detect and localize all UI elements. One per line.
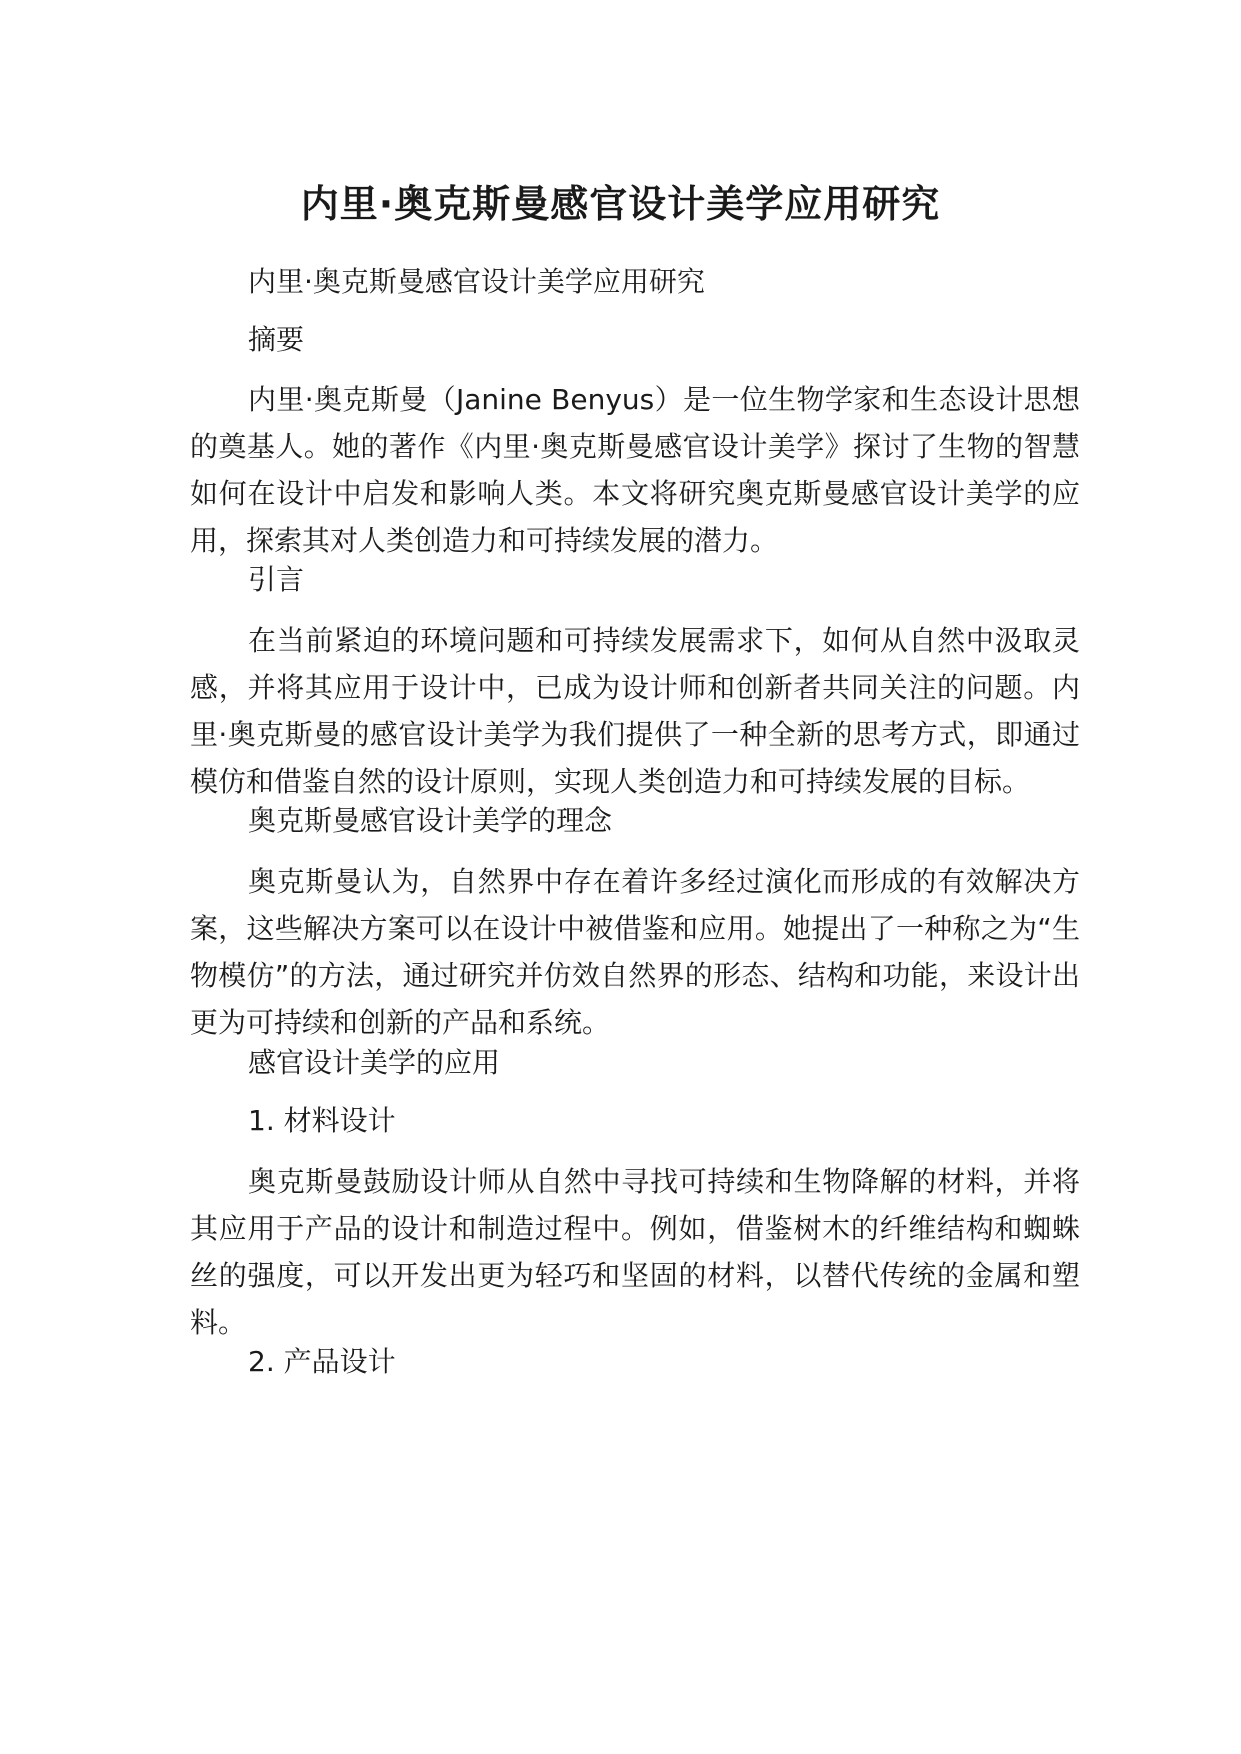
document-title: 内里·奥克斯曼感官设计美学应用研究 (300, 182, 941, 226)
intro-paragraph: 在当前紧迫的环境问题和可持续发展需求下，如何从自然中汲取灵感，并将其应用于设计中，已成为设计师和创新者共同关注的问题。内里·奥克斯曼的感官设计美学为我们提供了一种全新的思考方式，即通过模仿和借鉴自然的设计原则，实现人类创造力和可持续发展的目标。 (190, 624, 1080, 798)
concept-heading: 奥克斯曼感官设计美学的理念 (248, 804, 613, 837)
material-heading: 1. 材料设计 (248, 1104, 396, 1137)
concept-paragraph: 奥克斯曼认为，自然界中存在着许多经过演化而形成的有效解决方案，这些解决方案可以在设计中被借鉴和应用。她提出了一种称之为“生物模仿”的方法，通过研究并仿效自然界的形态、结构和功能，来设计出更为可持续和创新的产品和系统。 (190, 865, 1080, 1039)
application-heading: 感官设计美学的应用 (248, 1046, 501, 1079)
product-heading: 2. 产品设计 (248, 1345, 396, 1378)
intro-heading: 引言 (248, 563, 305, 596)
subtitle: 内里·奥克斯曼感官设计美学应用研究 (248, 265, 705, 298)
abstract-paragraph: 内里·奥克斯曼（Janine Benyus）是一位生物学家和生态设计思想的奠基人。她的著作《内里·奥克斯曼感官设计美学》探讨了生物的智慧如何在设计中启发和影响人类。本文将研究奥克斯曼感官设计美学的应用，探索其对人类创造力和可持续发展的潜力。 (190, 383, 1080, 557)
abstract-heading: 摘要 (248, 323, 305, 356)
material-paragraph: 奥克斯曼鼓励设计师从自然中寻找可持续和生物降解的材料，并将其应用于产品的设计和制造过程中。例如，借鉴树木的纤维结构和蜘蛛丝的强度，可以开发出更为轻巧和坚固的材料，以替代传统的金属和塑料。 (190, 1165, 1080, 1339)
